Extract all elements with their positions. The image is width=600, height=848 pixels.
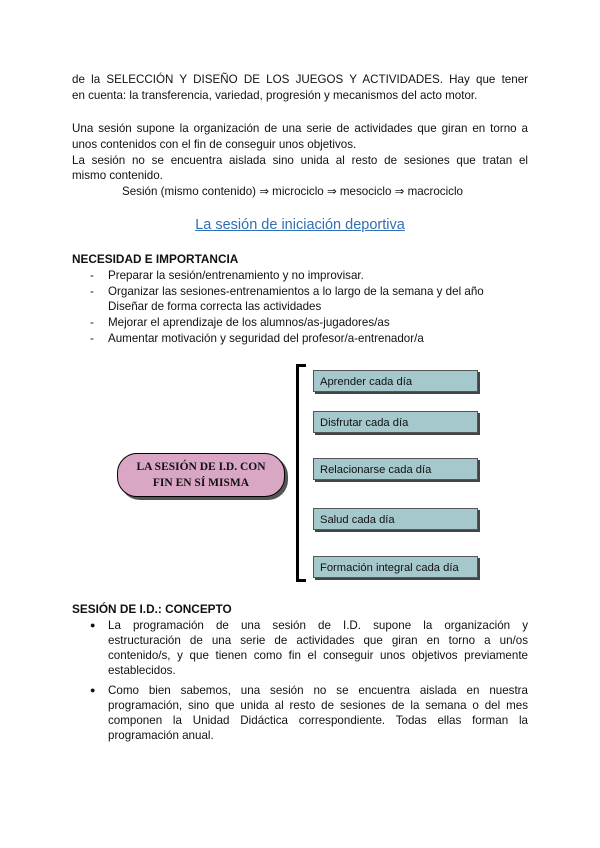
bullet-line: establecidos.: [108, 664, 176, 677]
diagram-box: Formación integral cada día: [313, 556, 478, 578]
list-item: [90, 331, 424, 346]
diagram-box: Aprender cada día: [313, 370, 478, 392]
dash-marker: -: [90, 269, 94, 282]
list-item-text: Organizar las sesiones-entrenamientos a lo largo de la semana y del año: [108, 285, 484, 298]
bullet-line: componen la Unidad Didáctica correspondiente. Todas ellas forman la: [108, 714, 528, 727]
diagram-brace-tick: [296, 579, 306, 582]
necesidad-heading: NECESIDAD E IMPORTANCIA: [72, 252, 239, 266]
list-item-text: Aumentar motivación y seguridad del profesor/a-entrenador/a: [108, 332, 424, 345]
formula-line: Sesión (mismo contenido) ⇒ microciclo ⇒ mesociclo ⇒ macrociclo: [122, 185, 463, 198]
bullet-icon: ●: [90, 685, 96, 695]
diagram-box: Disfrutar cada día: [313, 411, 478, 433]
diagram-box: Relacionarse cada día: [313, 458, 478, 480]
intro-line: de la SELECCIÓN Y DISEÑO DE LOS JUEGOS Y ACTIVIDADES. Hay que tener: [72, 73, 528, 86]
bullet-line: Como bien sabemos, una sesión no se encuentra aislada en nuestra: [108, 684, 528, 697]
bullet-line: programación anual.: [108, 729, 214, 742]
intro-line: La sesión no se encuentra aislada sino unida al resto de sesiones que tratan el: [72, 154, 528, 167]
oval-text-line: LA SESIÓN DE I.D. CON: [136, 461, 266, 473]
dash-marker: -: [90, 285, 94, 298]
bullet-line: estructuración de una serie de actividades que giran en torno a un/os: [108, 634, 528, 647]
bullet-text: [108, 618, 528, 678]
dash-marker: -: [90, 332, 94, 345]
diagram-brace: [296, 364, 299, 582]
list-item: [90, 315, 390, 330]
bullet-icon: ●: [90, 620, 96, 630]
intro-line: mismo contenido.: [72, 169, 163, 182]
list-item-text: Mejorar el aprendizaje de los alumnos/as-jugadores/as: [108, 316, 390, 329]
bullet-text: [108, 683, 528, 743]
dash-marker: -: [90, 316, 94, 329]
bullet-line: La programación de una sesión de I.D. supone la organización y: [108, 619, 528, 632]
bullet-line: programación, sino que unida al resto de sesiones de la semana o del mes: [108, 699, 528, 712]
intro-line: Una sesión supone la organización de una serie de actividades que giran en torno a: [72, 122, 528, 135]
intro-line: en cuenta: la transferencia, variedad, progresión y mecanismos del acto motor.: [72, 89, 478, 102]
list-item: [90, 268, 364, 283]
diagram-brace-tick: [296, 364, 306, 367]
bullet-line: contenido/s, y que tienen como fin el conseguir unos objetivos previamente: [108, 649, 528, 662]
oval-text-line: FIN EN SÍ MISMA: [152, 477, 250, 489]
diagram-center-oval: [117, 453, 285, 497]
section-title-link[interactable]: La sesión de iniciación deportiva: [195, 217, 405, 233]
diagram-box: Salud cada día: [313, 508, 478, 530]
list-item-text: Preparar la sesión/entrenamiento y no improvisar.: [108, 269, 364, 282]
list-item-continuation: Diseñar de forma correcta las actividades: [108, 300, 322, 313]
list-item: [90, 284, 484, 299]
concepto-heading: SESIÓN DE I.D.: CONCEPTO: [72, 602, 232, 616]
intro-line: unos contenidos con el fin de conseguir unos objetivos.: [72, 138, 357, 151]
